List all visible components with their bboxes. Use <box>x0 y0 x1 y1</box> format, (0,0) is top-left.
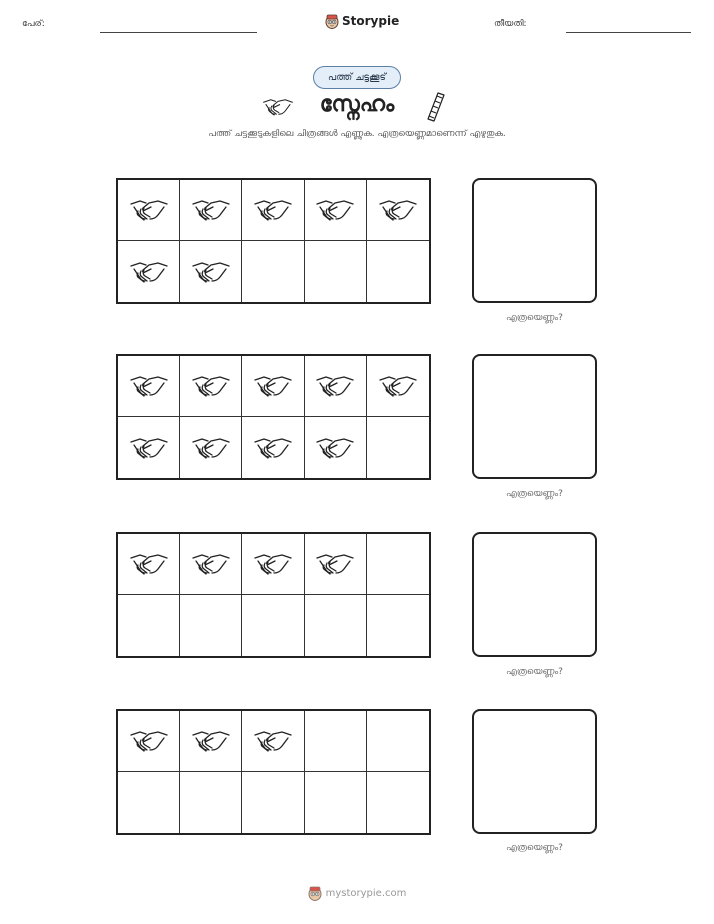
ten-frame-cell <box>367 180 429 241</box>
handshake-icon <box>378 194 418 226</box>
ten-frame-cell <box>367 772 429 833</box>
count-prompt: എത്രയെണ്ണം? <box>506 667 563 677</box>
ten-frame-cell <box>367 241 429 302</box>
handshake-icon <box>191 432 231 464</box>
ten-frame-cell <box>118 180 180 241</box>
handshake-icon <box>191 256 231 288</box>
handshake-icon <box>191 725 231 757</box>
ten-frame-cell <box>242 534 304 595</box>
mascot-icon <box>325 13 339 29</box>
handshake-icon <box>315 370 355 402</box>
answer-box[interactable] <box>472 709 597 834</box>
date-field[interactable] <box>566 32 691 33</box>
ten-frame-cell <box>242 595 304 656</box>
ten-frame-cell <box>242 241 304 302</box>
ten-frame-cell <box>305 180 367 241</box>
handshake-icon <box>253 194 293 226</box>
ten-frame-cell <box>180 772 242 833</box>
worksheet-title: സ്നേഹം <box>319 92 395 117</box>
ten-frame-cell <box>118 595 180 656</box>
brand-name: Storypie <box>342 14 400 28</box>
ten-frame-cell <box>180 180 242 241</box>
ten-frame-cell <box>180 595 242 656</box>
ten-frame-cell <box>305 417 367 478</box>
instruction-text: പത്ത് ചട്ടക്കൂടുകളിലെ ചിത്രങ്ങൾ എണ്ണുക. എത്രയെണ്ണമാണെന്ന് എഴുതുക. <box>208 129 506 139</box>
ten-frame-cell <box>180 356 242 417</box>
ten-frame-cell <box>305 711 367 772</box>
footer <box>0 885 714 901</box>
ten-frame-cell <box>242 772 304 833</box>
ten-frame-cell <box>242 417 304 478</box>
handshake-icon <box>129 194 169 226</box>
ten-frame-cell <box>180 241 242 302</box>
ten-frame-cell <box>367 711 429 772</box>
ten-frame-cell <box>118 417 180 478</box>
handshake-icon <box>253 432 293 464</box>
handshake-icon <box>253 548 293 580</box>
ten-frame-cell <box>367 356 429 417</box>
name-label: പേര്: <box>22 19 45 29</box>
ten-frame-cell <box>118 356 180 417</box>
ten-frame <box>116 532 431 658</box>
ten-frame-cell <box>242 356 304 417</box>
handshake-icon <box>191 370 231 402</box>
handshake-icon <box>253 370 293 402</box>
handshake-icon <box>191 194 231 226</box>
brand-logo <box>325 13 399 29</box>
handshake-icon <box>129 432 169 464</box>
count-prompt: എത്രയെണ്ണം? <box>506 843 563 853</box>
handshake-icon <box>315 548 355 580</box>
footer-url[interactable]: mystorypie.com <box>325 887 407 899</box>
answer-box[interactable] <box>472 178 597 303</box>
date-label: തീയതി: <box>494 19 527 29</box>
ten-frame-cell <box>305 595 367 656</box>
title-row <box>0 90 714 124</box>
ten-frame-cell <box>118 241 180 302</box>
ten-frame-cell <box>305 772 367 833</box>
ten-frame-cell <box>118 711 180 772</box>
count-prompt: എത്രയെണ്ണം? <box>506 313 563 323</box>
ten-frame <box>116 709 431 835</box>
mascot-icon <box>308 885 322 901</box>
ten-frame-cell <box>305 356 367 417</box>
ten-frame <box>116 354 431 480</box>
ten-frame-cell <box>180 417 242 478</box>
ten-frame <box>116 178 431 304</box>
ten-frame-cell <box>118 534 180 595</box>
ten-frame-cell <box>305 534 367 595</box>
handshake-icon <box>378 370 418 402</box>
ribbon-icon <box>424 91 448 123</box>
handshake-icon <box>315 432 355 464</box>
count-prompt: എത്രയെണ്ണം? <box>506 489 563 499</box>
handshake-icon <box>129 256 169 288</box>
category-badge: പത്ത് ചട്ടക്കൂട് <box>313 66 401 89</box>
ten-frame-cell <box>180 534 242 595</box>
handshake-icon <box>315 194 355 226</box>
name-field[interactable] <box>100 32 257 33</box>
ten-frame-cell <box>180 711 242 772</box>
ten-frame-cell <box>118 772 180 833</box>
ten-frame-cell <box>367 417 429 478</box>
ten-frame-cell <box>367 534 429 595</box>
answer-box[interactable] <box>472 532 597 657</box>
handshake-icon <box>253 725 293 757</box>
header <box>0 0 714 40</box>
handshake-icon <box>129 548 169 580</box>
handshake-icon <box>129 370 169 402</box>
answer-box[interactable] <box>472 354 597 479</box>
ten-frame-cell <box>305 241 367 302</box>
ten-frame-cell <box>242 180 304 241</box>
ten-frame-cell <box>367 595 429 656</box>
ten-frame-cell <box>242 711 304 772</box>
handshake-icon <box>191 548 231 580</box>
handshake-icon <box>129 725 169 757</box>
